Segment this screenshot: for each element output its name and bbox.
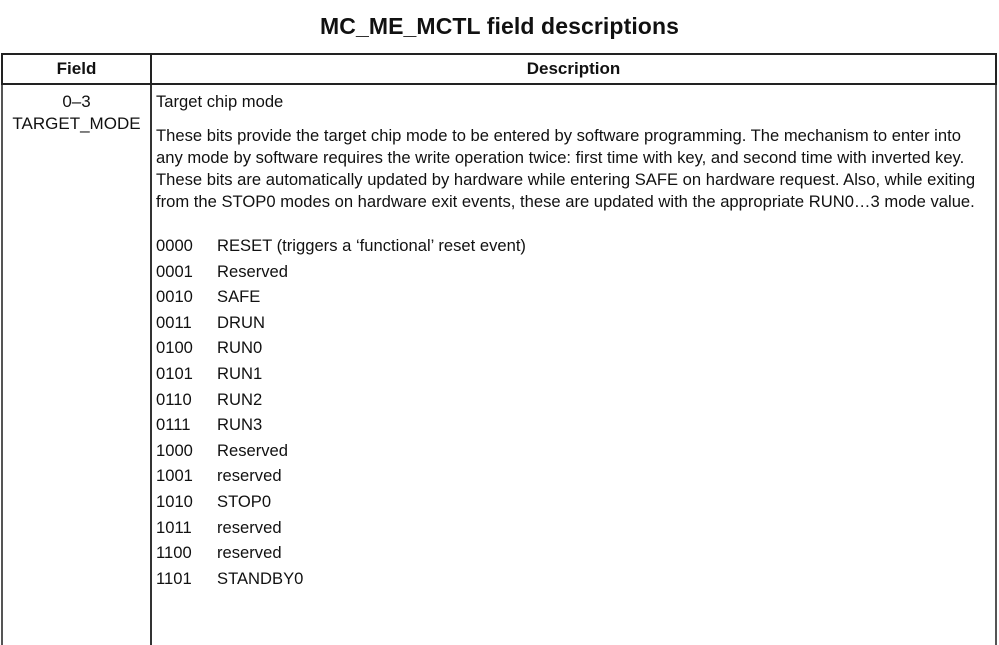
table-title: MC_ME_MCTL field descriptions (319, 13, 680, 39)
code-row (156, 489, 992, 515)
code-meaning: reserved (217, 543, 282, 563)
code-value: 1001 (156, 466, 193, 486)
code-row (156, 284, 992, 310)
code-row (156, 566, 992, 592)
code-row (156, 233, 992, 259)
code-meaning: DRUN (217, 312, 265, 332)
code-value: 1101 (156, 568, 192, 588)
code-value: 0011 (156, 312, 192, 332)
code-meaning: RUN2 (217, 389, 263, 409)
code-row (156, 361, 992, 387)
code-list (156, 233, 992, 591)
field-bits: 0–3 (62, 92, 91, 111)
code-meaning: Reserved (217, 440, 289, 460)
code-row (156, 515, 992, 541)
code-value: 0101 (156, 363, 193, 383)
header-description: Description (526, 59, 621, 78)
code-meaning: Reserved (217, 261, 289, 281)
code-value: 0000 (156, 236, 193, 255)
field-descriptions-table (1, 53, 997, 633)
code-meaning: RUN1 (217, 363, 263, 383)
code-row (156, 335, 992, 361)
code-row (156, 259, 992, 285)
description-paragraph: These bits provide the target chip mode to be entered by software programming. The mechanism to enter into any mode by software requires the write operation twice: first time with key, and second time with inverted key. These bits are automatically updated by hardware while entering SAFE on hardware request. Also, while exiting from the STOP0 modes on hardware exit events, these are updated with the appropriate RUN0…3 mode value. (156, 126, 976, 211)
code-row (156, 310, 992, 336)
code-meaning: reserved (217, 466, 282, 486)
code-value: 0001 (156, 261, 193, 281)
code-row (156, 463, 992, 489)
code-meaning: STANDBY0 (217, 568, 304, 588)
code-value: 1011 (156, 517, 192, 537)
code-value: 0110 (156, 389, 192, 409)
code-row (156, 387, 992, 413)
code-meaning: STOP0 (217, 491, 272, 511)
description-title: Target chip mode (156, 92, 284, 111)
code-value: 0111 (156, 415, 191, 435)
column-divider (150, 85, 152, 645)
code-row (156, 540, 992, 566)
code-value: 1000 (156, 440, 193, 460)
code-meaning: reserved (217, 517, 282, 537)
code-meaning: RUN3 (217, 415, 263, 435)
header-field: Field (3, 55, 152, 83)
field-cell (3, 91, 150, 135)
code-row (156, 438, 992, 464)
code-meaning: SAFE (217, 287, 261, 307)
table-row (1, 85, 997, 645)
description-cell (156, 91, 992, 591)
table-header-row (1, 53, 997, 85)
code-value: 0010 (156, 287, 193, 307)
code-meaning: RESET (triggers a ‘functional’ reset event) (217, 236, 526, 255)
code-value: 1100 (156, 543, 192, 563)
code-meaning: RUN0 (217, 338, 263, 358)
code-value: 0100 (156, 338, 193, 358)
code-value: 1010 (156, 491, 193, 511)
code-row (156, 412, 992, 438)
field-name: TARGET_MODE (12, 114, 141, 133)
